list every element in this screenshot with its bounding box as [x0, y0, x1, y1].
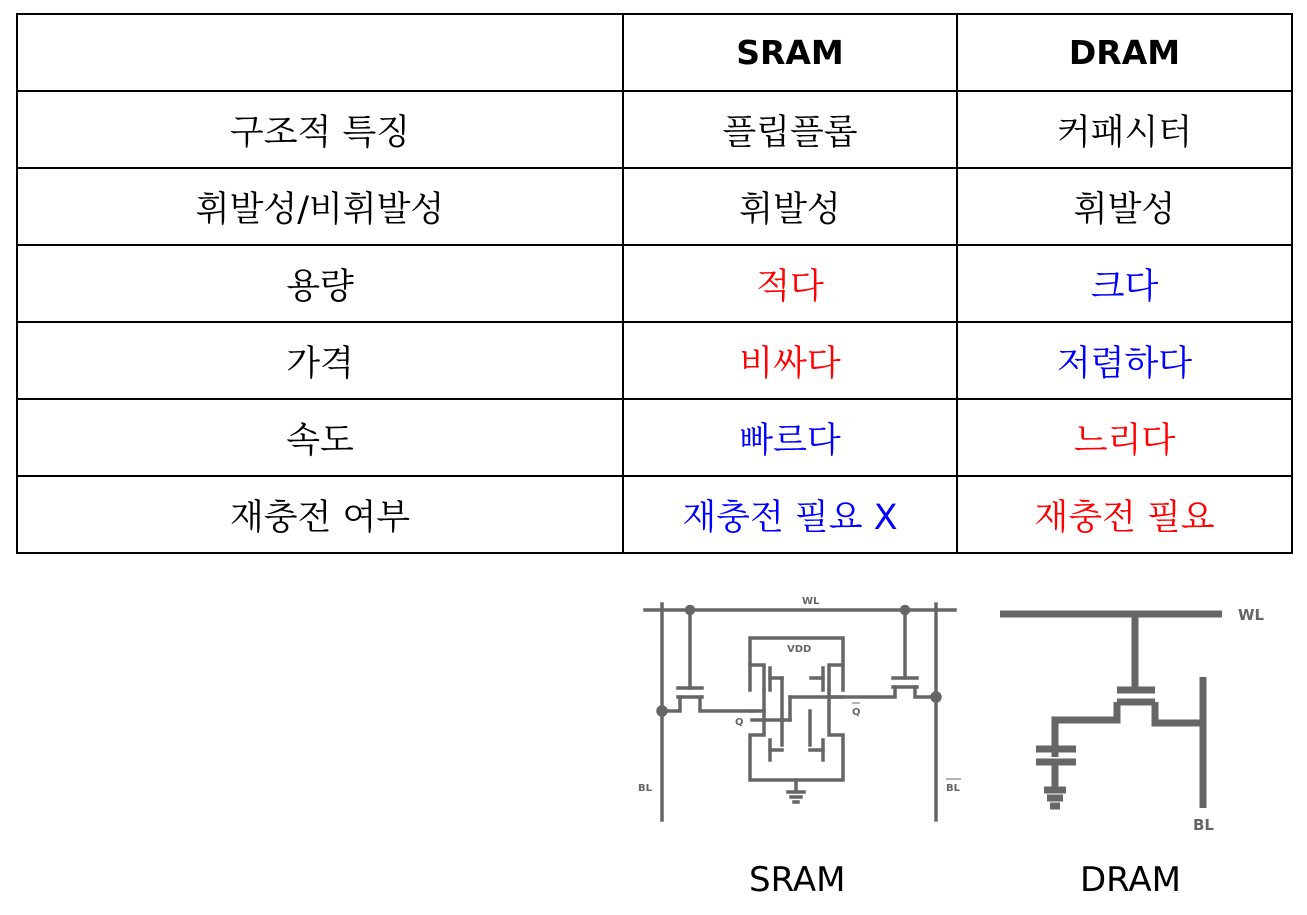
sram-qbar-label: Q — [852, 707, 861, 718]
row-label: 구조적 특징 — [17, 91, 623, 168]
sram-q-label: Q — [735, 717, 744, 728]
sram-caption: SRAM — [749, 860, 846, 900]
header-sram: SRAM — [623, 14, 957, 91]
dram-value: 휘발성 — [957, 168, 1292, 245]
table-row — [17, 476, 1292, 553]
table-row — [17, 168, 1292, 245]
row-label: 가격 — [17, 322, 623, 399]
table-row — [17, 245, 1292, 322]
dram-value: 크다 — [957, 245, 1292, 322]
dram-wl-label: WL — [1238, 606, 1265, 624]
sram-bl-label: BL — [638, 783, 652, 794]
dram-value: 느리다 — [957, 399, 1292, 476]
row-label: 휘발성/비휘발성 — [17, 168, 623, 245]
dram-value: 커패시터 — [957, 91, 1292, 168]
sram-value: 휘발성 — [623, 168, 957, 245]
header-row — [17, 14, 1292, 91]
sram-value: 빠르다 — [623, 399, 957, 476]
header-dram: DRAM — [957, 14, 1292, 91]
dram-value: 재충전 필요 — [957, 476, 1292, 553]
sram-wl-label: WL — [802, 596, 820, 607]
header-empty-cell — [17, 14, 623, 91]
sram-value: 재충전 필요 X — [623, 476, 957, 553]
sram-value: 플립플롭 — [623, 91, 957, 168]
sram-cell-schematic — [645, 604, 955, 820]
table-row — [17, 399, 1292, 476]
row-label: 용량 — [17, 245, 623, 322]
sram-blbar-label: BL — [946, 783, 960, 794]
dram-bl-label: BL — [1193, 816, 1214, 834]
row-label: 속도 — [17, 399, 623, 476]
memory-cell-diagrams — [620, 585, 1300, 905]
table-row — [17, 91, 1292, 168]
sram-labels — [638, 596, 961, 794]
comparison-table — [16, 13, 1293, 554]
sram-value: 적다 — [623, 245, 957, 322]
row-label: 재충전 여부 — [17, 476, 623, 553]
dram-value: 저렴하다 — [957, 322, 1292, 399]
table-row — [17, 322, 1292, 399]
dram-cell-schematic — [1000, 614, 1222, 808]
sram-value: 비싸다 — [623, 322, 957, 399]
dram-caption: DRAM — [1080, 860, 1182, 900]
sram-vdd-label: VDD — [787, 644, 812, 655]
